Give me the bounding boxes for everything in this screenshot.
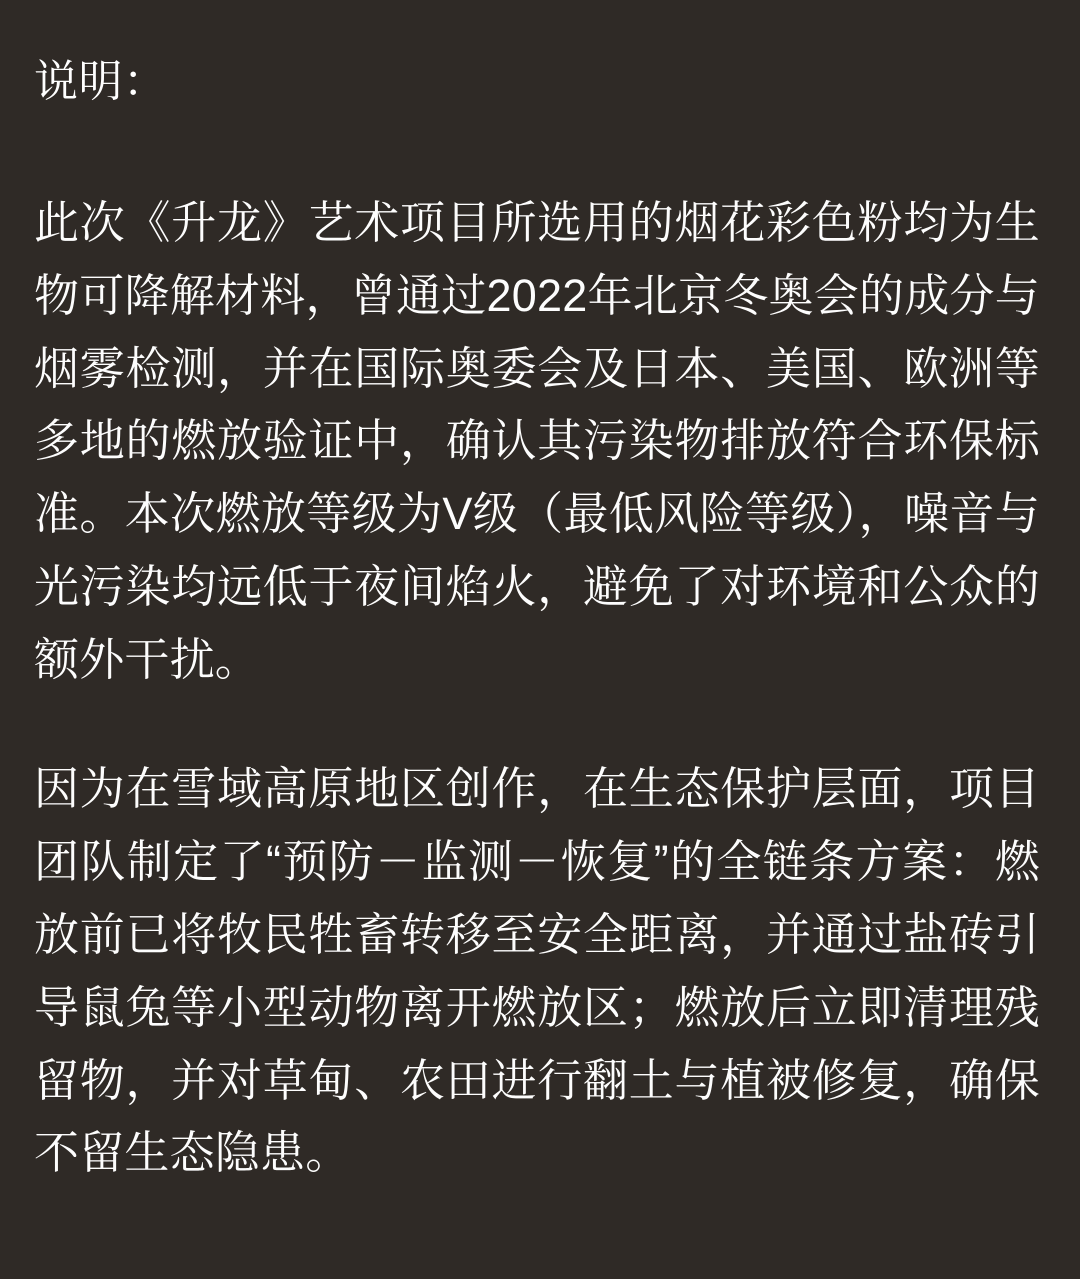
page-title: 说明： xyxy=(34,57,168,106)
paragraph-ecological-protection: 因为在雪域高原地区创作，在生态保护层面，项目团队制定了“预防－监测－恢复”的全链条方案：燃放前已将牧民牲畜转移至安全距离，并通过盐砖引导鼠兔等小型动物离开燃放区；燃放后立即清理残留物，并对草甸、农田进行翻土与植被修复，确保不留生态隐患。 xyxy=(34,763,1040,1179)
paragraph-environmental-materials: 此次《升龙》艺术项目所选用的烟花彩色粉均为生物可降解材料，曾通过2022年北京冬奥会的成分与烟雾检测，并在国际奥委会及日本、美国、欧洲等多地的燃放验证中，确认其污染物排放符合环保标准。本次燃放等级为V级（最低风险等级），噪音与光污染均远低于夜间焰火，避免了对环境和公众的额外干扰。 xyxy=(34,196,1040,686)
